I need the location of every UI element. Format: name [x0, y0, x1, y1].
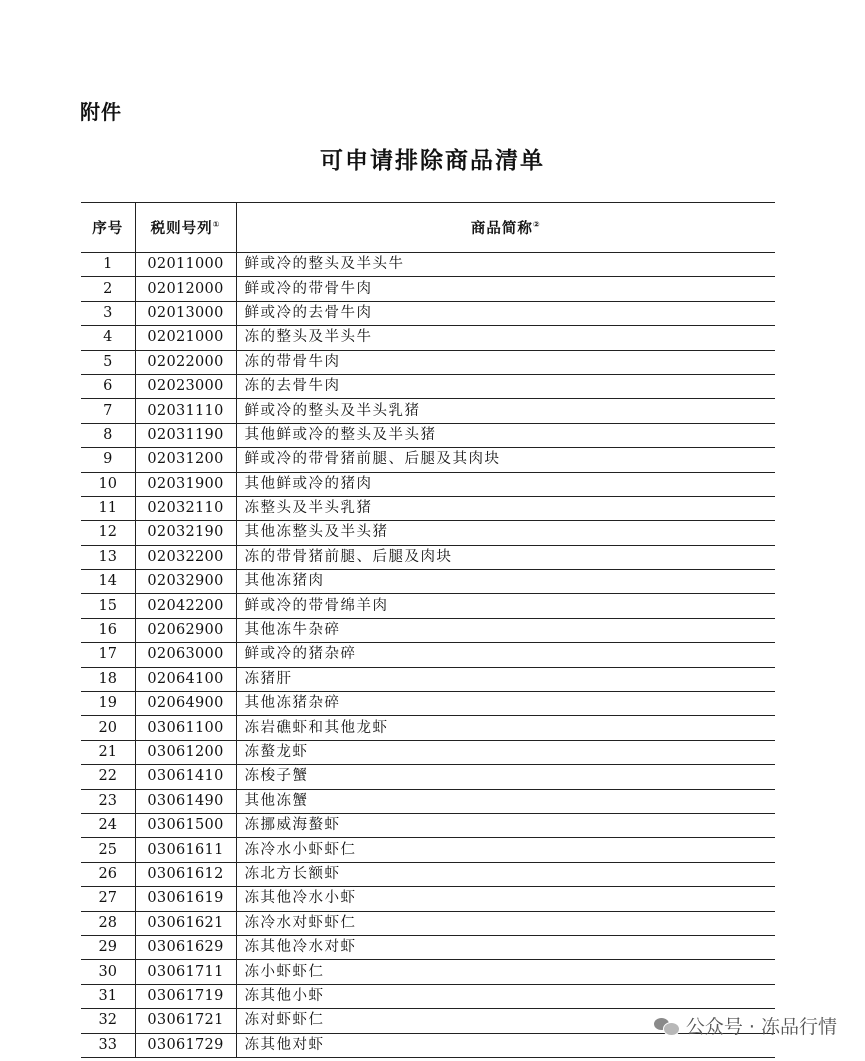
header-seq: 序号 [81, 203, 135, 253]
row-tariff-code: 02063000 [135, 643, 236, 667]
row-seq: 8 [81, 423, 135, 447]
row-product-name: 鲜或冷的去骨牛肉 [236, 301, 775, 325]
row-product-name: 冻整头及半头乳猪 [236, 496, 775, 520]
row-seq: 33 [81, 1033, 135, 1057]
watermark-text: 公众号 · 冻品行情 [685, 1016, 837, 1038]
row-product-name: 冻的去骨牛肉 [236, 374, 775, 398]
row-product-name: 冻其他小虾 [236, 984, 775, 1008]
row-tariff-code: 03061619 [135, 887, 236, 911]
row-seq: 25 [81, 838, 135, 862]
table-row [81, 594, 775, 618]
watermark [654, 1012, 837, 1039]
row-seq: 14 [81, 570, 135, 594]
row-product-name: 冻冷水对虾虾仁 [236, 911, 775, 935]
row-tariff-code: 02032200 [135, 545, 236, 569]
attachment-label: 附件 [80, 100, 122, 124]
row-product-name: 冻小虾虾仁 [236, 960, 775, 984]
table-row [81, 862, 775, 886]
table-row [81, 911, 775, 935]
table-row [81, 423, 775, 447]
page-title: 可申请排除商品清单 [320, 148, 545, 174]
table-row [81, 399, 775, 423]
table-row [81, 496, 775, 520]
row-seq: 3 [81, 301, 135, 325]
row-seq: 2 [81, 277, 135, 301]
row-product-name: 其他冻牛杂碎 [236, 618, 775, 642]
table-row [81, 692, 775, 716]
row-seq: 19 [81, 692, 135, 716]
row-product-name: 其他鲜或冷的整头及半头猪 [236, 423, 775, 447]
table-row [81, 570, 775, 594]
row-product-name: 冻冷水小虾虾仁 [236, 838, 775, 862]
table-row [81, 253, 775, 277]
row-seq: 15 [81, 594, 135, 618]
table-row [81, 813, 775, 837]
table-row [81, 643, 775, 667]
table-row [81, 301, 775, 325]
row-tariff-code: 02031200 [135, 448, 236, 472]
table-row [81, 667, 775, 691]
row-product-name: 冻北方长额虾 [236, 862, 775, 886]
row-product-name: 冻其他冷水小虾 [236, 887, 775, 911]
wechat-icon [654, 1016, 678, 1036]
row-seq: 21 [81, 740, 135, 764]
row-seq: 26 [81, 862, 135, 886]
row-tariff-code: 03061721 [135, 1009, 236, 1033]
row-product-name: 鲜或冷的带骨绵羊肉 [236, 594, 775, 618]
row-tariff-code: 03061500 [135, 813, 236, 837]
row-seq: 24 [81, 813, 135, 837]
row-product-name: 其他冻整头及半头猪 [236, 521, 775, 545]
row-tariff-code: 03061729 [135, 1033, 236, 1057]
row-seq: 9 [81, 448, 135, 472]
row-product-name: 其他冻蟹 [236, 789, 775, 813]
row-tariff-code: 02032190 [135, 521, 236, 545]
row-product-name: 冻其他冷水对虾 [236, 935, 775, 959]
row-tariff-code: 03061719 [135, 984, 236, 1008]
row-seq: 1 [81, 253, 135, 277]
row-seq: 5 [81, 350, 135, 374]
row-seq: 17 [81, 643, 135, 667]
row-product-name: 冻猪肝 [236, 667, 775, 691]
row-seq: 32 [81, 1009, 135, 1033]
row-tariff-code: 03061410 [135, 765, 236, 789]
table-row [81, 984, 775, 1008]
row-tariff-code: 02064100 [135, 667, 236, 691]
row-product-name: 其他冻猪杂碎 [236, 692, 775, 716]
row-seq: 22 [81, 765, 135, 789]
header-code: 税则号列① [135, 203, 236, 253]
row-product-name: 鲜或冷的整头及半头牛 [236, 253, 775, 277]
table-row [81, 789, 775, 813]
table-row [81, 740, 775, 764]
footnote-mark: ② [532, 220, 541, 230]
row-seq: 10 [81, 472, 135, 496]
row-tariff-code: 03061621 [135, 911, 236, 935]
row-product-name: 鲜或冷的整头及半头乳猪 [236, 399, 775, 423]
row-product-name: 冻岩礁虾和其他龙虾 [236, 716, 775, 740]
row-tariff-code: 03061612 [135, 862, 236, 886]
table-row [81, 374, 775, 398]
row-seq: 23 [81, 789, 135, 813]
row-seq: 29 [81, 935, 135, 959]
row-seq: 16 [81, 618, 135, 642]
row-tariff-code: 02032900 [135, 570, 236, 594]
row-product-name: 鲜或冷的猪杂碎 [236, 643, 775, 667]
row-tariff-code: 03061490 [135, 789, 236, 813]
table-row [81, 521, 775, 545]
row-product-name: 冻其他对虾 [236, 1033, 775, 1057]
row-tariff-code: 03061711 [135, 960, 236, 984]
row-tariff-code: 03061100 [135, 716, 236, 740]
table-row [81, 935, 775, 959]
row-product-name: 冻的带骨牛肉 [236, 350, 775, 374]
row-tariff-code: 02012000 [135, 277, 236, 301]
row-tariff-code: 02011000 [135, 253, 236, 277]
exclusion-list-table [81, 202, 775, 1058]
row-tariff-code: 02064900 [135, 692, 236, 716]
table-row [81, 277, 775, 301]
table-row [81, 716, 775, 740]
row-tariff-code: 02023000 [135, 374, 236, 398]
row-seq: 6 [81, 374, 135, 398]
row-seq: 28 [81, 911, 135, 935]
row-tariff-code: 02031110 [135, 399, 236, 423]
row-product-name: 其他冻猪肉 [236, 570, 775, 594]
row-tariff-code: 03061200 [135, 740, 236, 764]
row-product-name: 冻螯龙虾 [236, 740, 775, 764]
table-row [81, 326, 775, 350]
row-tariff-code: 02042200 [135, 594, 236, 618]
row-tariff-code: 02062900 [135, 618, 236, 642]
table-row [81, 887, 775, 911]
row-seq: 11 [81, 496, 135, 520]
row-tariff-code: 02032110 [135, 496, 236, 520]
row-seq: 20 [81, 716, 135, 740]
header-name: 商品简称② [236, 203, 775, 253]
row-tariff-code: 02031900 [135, 472, 236, 496]
row-seq: 7 [81, 399, 135, 423]
row-seq: 12 [81, 521, 135, 545]
table-row [81, 960, 775, 984]
table-row [81, 472, 775, 496]
table-row [81, 838, 775, 862]
row-tariff-code: 03061629 [135, 935, 236, 959]
row-product-name: 鲜或冷的带骨牛肉 [236, 277, 775, 301]
row-product-name: 冻的带骨猪前腿、后腿及肉块 [236, 545, 775, 569]
row-seq: 27 [81, 887, 135, 911]
row-product-name: 冻对虾虾仁 [236, 1009, 775, 1033]
row-product-name: 冻梭子蟹 [236, 765, 775, 789]
table-row [81, 545, 775, 569]
table-row [81, 448, 775, 472]
row-product-name: 鲜或冷的带骨猪前腿、后腿及其肉块 [236, 448, 775, 472]
table-body [81, 253, 775, 1058]
row-seq: 13 [81, 545, 135, 569]
table-row [81, 765, 775, 789]
row-product-name: 其他鲜或冷的猪肉 [236, 472, 775, 496]
row-seq: 31 [81, 984, 135, 1008]
row-tariff-code: 03061611 [135, 838, 236, 862]
row-seq: 18 [81, 667, 135, 691]
row-product-name: 冻的整头及半头牛 [236, 326, 775, 350]
row-tariff-code: 02031190 [135, 423, 236, 447]
table-header-row [81, 203, 775, 253]
row-tariff-code: 02013000 [135, 301, 236, 325]
footnote-mark: ① [212, 220, 221, 230]
table-row [81, 350, 775, 374]
row-seq: 4 [81, 326, 135, 350]
row-tariff-code: 02021000 [135, 326, 236, 350]
row-tariff-code: 02022000 [135, 350, 236, 374]
table-row [81, 618, 775, 642]
row-seq: 30 [81, 960, 135, 984]
row-product-name: 冻挪威海螯虾 [236, 813, 775, 837]
